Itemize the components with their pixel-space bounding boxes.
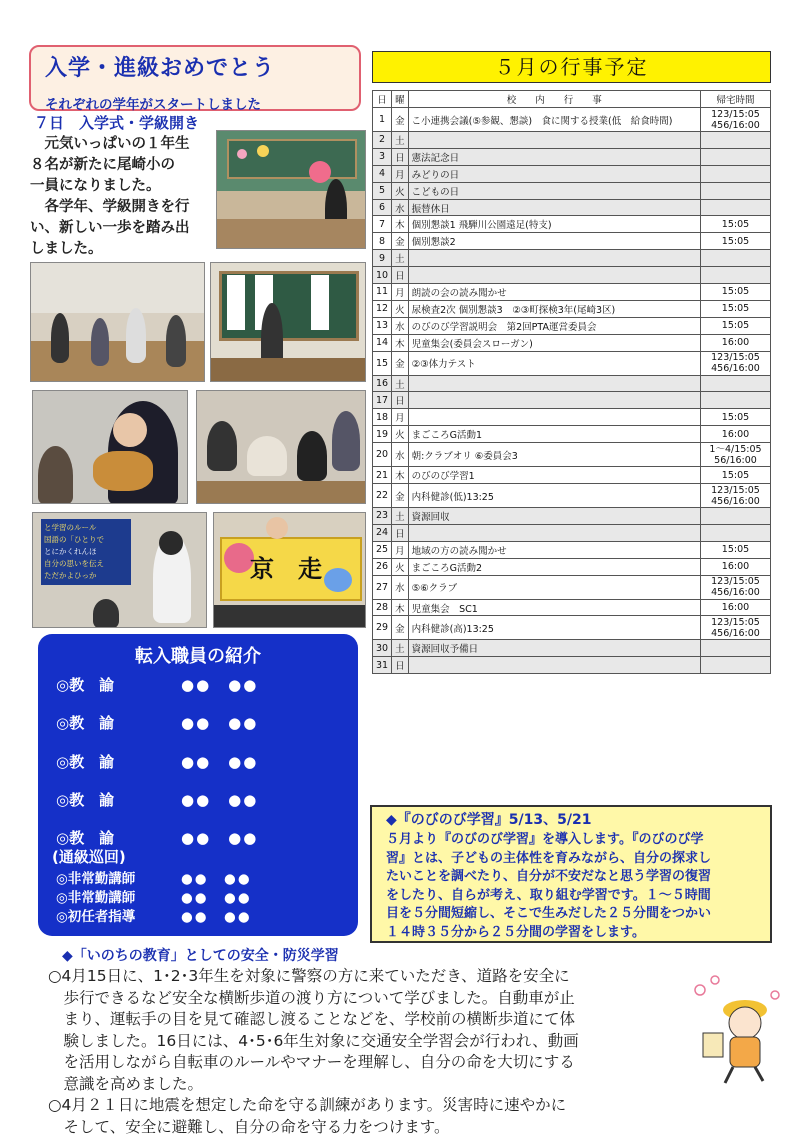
schedule-event: ②③体力テスト	[408, 351, 700, 375]
staff-row	[52, 846, 126, 867]
col-event: 校 内 行 事	[408, 91, 700, 108]
slide-text: と学習のルール	[44, 523, 97, 532]
photo-entrance-ceremony	[216, 130, 366, 249]
nobinobi-line: 習』とは、子どもの主体性を育みながら、自分の探求し	[386, 850, 712, 866]
schedule-event: 児童集会 SC1	[408, 599, 700, 616]
schedule-weekday: 木	[392, 467, 409, 484]
schedule-weekday: 水	[392, 317, 409, 334]
schedule-event: 資源回収	[408, 508, 700, 525]
schedule-day: 4	[373, 165, 392, 182]
schedule-weekday: 水	[392, 443, 409, 467]
schedule-event: 朗読の会の読み聞かせ	[408, 284, 700, 301]
slide-text: 自分の思いを伝え	[44, 559, 104, 568]
schedule-event: 振替休日	[408, 199, 700, 216]
schedule-day: 30	[373, 640, 392, 657]
schedule-row	[373, 300, 771, 317]
schedule-weekday: 火	[392, 426, 409, 443]
schedule-weekday: 土	[392, 132, 409, 149]
staff-name: ●● ●●	[181, 676, 259, 694]
staff-name: ●● ●●	[181, 890, 252, 906]
staff-name: ●● ●●	[181, 909, 252, 925]
header-box	[29, 45, 361, 111]
schedule-day: 27	[373, 575, 392, 599]
schedule-event: こ小連携会議(⑤参観、懇談) 食に関する授業(低 給食時間)	[408, 108, 700, 132]
schedule-row	[373, 409, 771, 426]
schedule-event: 朝:クラブオリ ⑥委員会3	[408, 443, 700, 467]
safety-line: ○4月15日に、1･2･3年生を対象に警察の方に来ていただき、道路を安全に	[48, 967, 570, 985]
opening-line: 元気いっぱいの１年生	[30, 136, 190, 152]
schedule-row	[373, 524, 771, 541]
schedule-day: 8	[373, 233, 392, 250]
schedule-weekday: 日	[392, 657, 409, 674]
schedule-day: 26	[373, 558, 392, 575]
schedule-weekday: 金	[392, 108, 409, 132]
nobinobi-title: ◆『のびのび学習』5/13、5/21	[386, 812, 592, 828]
staff-role: ◎教 諭	[56, 676, 115, 694]
schedule-row	[373, 351, 771, 375]
photo-blackboard	[210, 262, 366, 382]
schedule-row	[373, 616, 771, 640]
schedule-time	[701, 182, 771, 199]
schedule-time: 123/15:05 456/16:00	[701, 351, 771, 375]
staff-role: ◎非常勤講師	[56, 871, 136, 887]
schedule-time	[701, 508, 771, 525]
schedule-time	[701, 250, 771, 267]
schedule-day: 28	[373, 599, 392, 616]
schedule-day: 12	[373, 300, 392, 317]
staff-row	[56, 867, 252, 887]
safety-line: 歩行できるなど安全な横断歩道の渡り方について学びました。自動車が止	[48, 988, 575, 1007]
nobinobi-line: をしたり、自らが考え、取り組む学習です。１〜５時間	[386, 887, 711, 903]
banner-text: 京 走	[250, 555, 322, 583]
schedule-time	[701, 392, 771, 409]
schedule-row	[373, 541, 771, 558]
schedule-day: 22	[373, 484, 392, 508]
schedule-time	[701, 165, 771, 182]
schedule-weekday: 火	[392, 300, 409, 317]
staff-role: ◎教 諭	[56, 753, 115, 771]
photo-guitar-teacher	[32, 390, 188, 504]
schedule-time: 16:00	[701, 599, 771, 616]
schedule-time: 123/15:05 456/16:00	[701, 616, 771, 640]
schedule-time	[701, 132, 771, 149]
schedule-day: 21	[373, 467, 392, 484]
staff-intro-box	[38, 634, 358, 936]
schedule-day: 17	[373, 392, 392, 409]
schedule-time	[701, 657, 771, 674]
schedule-event	[408, 409, 700, 426]
schedule-time: 16:00	[701, 558, 771, 575]
opening-heading: ７日 入学式・学級開き	[34, 114, 200, 132]
staff-title: 転入職員の紹介	[135, 646, 261, 667]
schedule-row	[373, 108, 771, 132]
schedule-event	[408, 267, 700, 284]
page-subtitle: それぞれの学年がスタートしました	[45, 97, 261, 113]
schedule-time: 15:05	[701, 317, 771, 334]
schedule-event	[408, 132, 700, 149]
schedule-day: 31	[373, 657, 392, 674]
col-weekday: 曜	[392, 91, 409, 108]
schedule-day: 9	[373, 250, 392, 267]
schedule-weekday: 木	[392, 599, 409, 616]
nobinobi-line: ５月より『のびのび学習』を導入します。『のびのび学	[386, 832, 704, 847]
schedule-day: 15	[373, 351, 392, 375]
schedule-event: 児童集会(委員会スローガン)	[408, 334, 700, 351]
opening-line: ８名が新たに尾崎小の	[30, 157, 175, 173]
schedule-row	[373, 267, 771, 284]
schedule-weekday: 水	[392, 575, 409, 599]
schedule-day: 1	[373, 108, 392, 132]
schedule-day: 10	[373, 267, 392, 284]
staff-role: ◎教 諭	[56, 791, 115, 809]
schedule-time: 15:05	[701, 409, 771, 426]
schedule-day: 18	[373, 409, 392, 426]
schedule-day: 16	[373, 375, 392, 392]
nobinobi-line: １４時３５分から２５分間の学習をします。	[386, 924, 645, 940]
schedule-weekday: 日	[392, 267, 409, 284]
staff-row	[56, 827, 259, 848]
safety-line: 験しました。16日には、4･5･6年生対象に交通安全学習会が行われ、動画	[48, 1031, 579, 1050]
staff-role: (通級巡回)	[52, 848, 126, 866]
schedule-day: 25	[373, 541, 392, 558]
schedule-event: こどもの日	[408, 182, 700, 199]
photo-calligraphy-banner	[213, 512, 366, 628]
schedule-day: 14	[373, 334, 392, 351]
schedule-row	[373, 575, 771, 599]
staff-role: ◎教 諭	[56, 714, 115, 732]
schedule-day: 13	[373, 317, 392, 334]
opening-line: 各学年、学級開きを行	[30, 199, 190, 215]
schedule-time: 15:05	[701, 284, 771, 301]
schedule-row	[373, 375, 771, 392]
schedule-day: 5	[373, 182, 392, 199]
schedule-time: 15:05	[701, 233, 771, 250]
schedule-weekday: 土	[392, 508, 409, 525]
schedule-event: 内科健診(低)13:25	[408, 484, 700, 508]
schedule-row	[373, 558, 771, 575]
schedule-row	[373, 392, 771, 409]
safety-paragraph-2	[48, 1095, 658, 1138]
photo-group-activity	[196, 390, 366, 504]
schedule-weekday: 土	[392, 250, 409, 267]
staff-row	[56, 751, 259, 772]
schedule-row	[373, 599, 771, 616]
schedule-weekday: 木	[392, 334, 409, 351]
schedule-event: 個別懇談2	[408, 233, 700, 250]
schedule-event: まごころG活動2	[408, 558, 700, 575]
schedule-weekday: 水	[392, 199, 409, 216]
schedule-row	[373, 443, 771, 467]
slide-text: 国語の「ひとりで	[44, 535, 104, 544]
schedule-event: みどりの日	[408, 165, 700, 182]
safety-line: を活用しながら自転車のルールやマナーを理解し、自分の命を大切にする	[48, 1053, 575, 1071]
staff-row	[56, 886, 252, 906]
student-character-illustration	[685, 975, 785, 1085]
schedule-event: 地域の方の読み聞かせ	[408, 541, 700, 558]
schedule-row	[373, 317, 771, 334]
slide-text: ただかよひっか	[44, 571, 97, 580]
schedule-table	[372, 90, 771, 674]
schedule-weekday: 日	[392, 392, 409, 409]
staff-name: ●● ●●	[181, 753, 259, 771]
schedule-weekday: 火	[392, 182, 409, 199]
col-time: 帰宅時間	[701, 91, 771, 108]
safety-line: そして、安全に避難し、自分の命を守る力をつけます。	[48, 1117, 450, 1136]
schedule-row	[373, 250, 771, 267]
staff-row	[56, 674, 259, 695]
schedule-weekday: 日	[392, 148, 409, 165]
schedule-event: 内科健診(高)13:25	[408, 616, 700, 640]
schedule-time: 15:05	[701, 467, 771, 484]
schedule-weekday: 月	[392, 165, 409, 182]
nobinobi-line: 目を５分間短縮し、そこで生みだした２５分間をつかい	[386, 906, 712, 921]
schedule-row	[373, 132, 771, 149]
photo-slide-presentation	[32, 512, 207, 628]
staff-name: ●● ●●	[181, 829, 259, 847]
staff-role: ◎教 諭	[56, 829, 115, 847]
safety-line: まり、運転手の目を見て確認し渡ることなどを、学校前の横断歩道にて体	[48, 1010, 576, 1028]
photo-classroom-kids	[30, 262, 205, 382]
schedule-row	[373, 640, 771, 657]
schedule-row	[373, 199, 771, 216]
schedule-row	[373, 233, 771, 250]
schedule-weekday: 金	[392, 484, 409, 508]
schedule-time: 123/15:05 456/16:00	[701, 575, 771, 599]
staff-name: ●● ●●	[181, 871, 252, 887]
staff-name: ●● ●●	[181, 791, 259, 809]
opening-line: い、新しい一歩を踏み出	[30, 220, 190, 236]
schedule-time: 123/15:05 456/16:00	[701, 108, 771, 132]
safety-paragraph-1	[48, 966, 658, 1095]
nobinobi-line: たいことを調べたり、自分が不安だなと思う学習の復習	[386, 869, 712, 884]
schedule-row	[373, 148, 771, 165]
schedule-weekday: 火	[392, 558, 409, 575]
safety-line: 意識を高めました。	[48, 1074, 204, 1093]
schedule-day: 3	[373, 148, 392, 165]
safety-title: ◆「いのちの教育」としての安全・防災学習	[62, 948, 339, 964]
schedule-day: 7	[373, 216, 392, 233]
schedule-day: 11	[373, 284, 392, 301]
safety-line: ○4月２１日に地震を想定した命を守る訓練があります。災害時に速やかに	[48, 1096, 567, 1114]
nobinobi-box	[370, 805, 772, 943]
schedule-time	[701, 375, 771, 392]
schedule-time	[701, 199, 771, 216]
page-title: 入学・進級おめでとう	[45, 56, 276, 81]
schedule-time: 15:05	[701, 216, 771, 233]
schedule-time	[701, 267, 771, 284]
opening-text	[30, 134, 218, 260]
schedule-day: 23	[373, 508, 392, 525]
nobinobi-text	[386, 831, 766, 942]
schedule-row	[373, 657, 771, 674]
staff-role: ◎非常勤講師	[56, 890, 136, 906]
schedule-row	[373, 165, 771, 182]
schedule-header-row	[373, 91, 771, 108]
schedule-event	[408, 392, 700, 409]
schedule-row	[373, 182, 771, 199]
schedule-time	[701, 640, 771, 657]
schedule-day: 24	[373, 524, 392, 541]
schedule-event	[408, 524, 700, 541]
schedule-time: 16:00	[701, 426, 771, 443]
schedule-weekday: 月	[392, 284, 409, 301]
schedule-weekday: 土	[392, 640, 409, 657]
schedule-time: 15:05	[701, 541, 771, 558]
schedule-time: 15:05	[701, 300, 771, 317]
schedule-event: 個別懇談1 飛騨川公園遠足(特支)	[408, 216, 700, 233]
staff-name: ●● ●●	[181, 714, 259, 732]
opening-line: 一員になりました。	[30, 178, 161, 194]
schedule-event: ⑤⑥クラブ	[408, 575, 700, 599]
schedule-event: 資源回収予備日	[408, 640, 700, 657]
schedule-event	[408, 250, 700, 267]
slide-text: とにかくれんほ	[44, 547, 97, 556]
schedule-weekday: 金	[392, 351, 409, 375]
schedule-day: 19	[373, 426, 392, 443]
col-day: 日	[373, 91, 392, 108]
schedule-event	[408, 375, 700, 392]
schedule-event: のびのび学習1	[408, 467, 700, 484]
schedule-weekday: 月	[392, 409, 409, 426]
schedule-weekday: 土	[392, 375, 409, 392]
schedule-time	[701, 524, 771, 541]
schedule-event: のびのび学習説明会 第2回PTA運営委員会	[408, 317, 700, 334]
schedule-title: ５月の行事予定	[372, 51, 771, 83]
schedule-event: 尿検査2次 個別懇談3 ②③町探検3年(尾崎3区)	[408, 300, 700, 317]
schedule-time	[701, 148, 771, 165]
schedule-weekday: 月	[392, 541, 409, 558]
schedule-row	[373, 216, 771, 233]
staff-role: ◎初任者指導	[56, 909, 136, 925]
schedule-event: 憲法記念日	[408, 148, 700, 165]
schedule-weekday: 木	[392, 216, 409, 233]
schedule-row	[373, 484, 771, 508]
schedule-weekday: 日	[392, 524, 409, 541]
schedule-weekday: 金	[392, 233, 409, 250]
schedule-day: 2	[373, 132, 392, 149]
schedule-row	[373, 508, 771, 525]
schedule-row	[373, 467, 771, 484]
schedule-row	[373, 284, 771, 301]
opening-line: しました。	[30, 241, 103, 257]
staff-row	[56, 905, 252, 925]
schedule-event	[408, 657, 700, 674]
schedule-time: 16:00	[701, 334, 771, 351]
schedule-row	[373, 426, 771, 443]
staff-row	[56, 789, 259, 810]
schedule-day: 6	[373, 199, 392, 216]
schedule-event: まごころG活動1	[408, 426, 700, 443]
staff-row	[56, 712, 259, 733]
schedule-time: 1〜4/15:05 56/16:00	[701, 443, 771, 467]
schedule-time: 123/15:05 456/16:00	[701, 484, 771, 508]
schedule-day: 29	[373, 616, 392, 640]
schedule-row	[373, 334, 771, 351]
schedule-day: 20	[373, 443, 392, 467]
schedule-weekday: 金	[392, 616, 409, 640]
